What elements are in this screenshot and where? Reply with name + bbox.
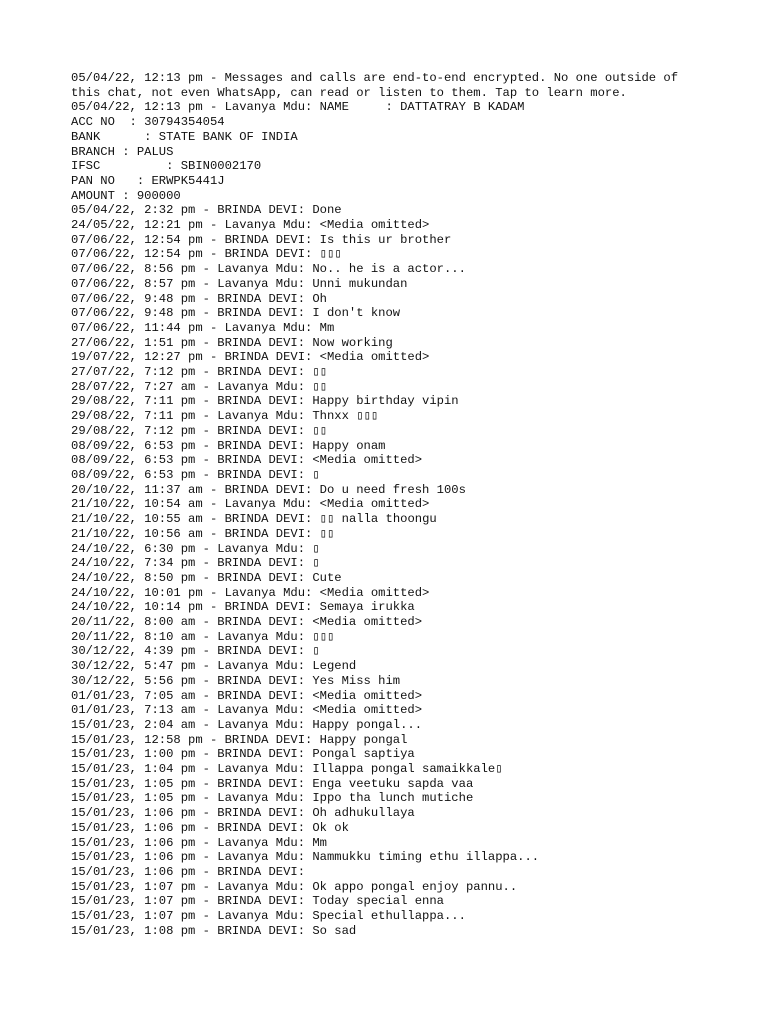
text-line: 07/06/22, 8:57 pm - Lavanya Mdu: Unni mukundan — [71, 276, 408, 291]
text-line: BRANCH : PALUS — [71, 144, 174, 159]
text-line: 27/07/22, 7:12 pm - BRINDA DEVI: ▯▯ — [71, 365, 328, 380]
text-line: 24/10/22, 6:30 pm - Lavanya Mdu: ▯ — [71, 541, 320, 556]
text-line: 01/01/23, 7:13 am - Lavanya Mdu: <Media omitted> — [71, 703, 423, 718]
text-line: 15/01/23, 1:00 pm - BRINDA DEVI: Pongal saptiya — [71, 747, 415, 762]
text-line: 15/01/23, 1:08 pm - BRINDA DEVI: So sad — [71, 923, 357, 938]
text-line: 15/01/23, 1:06 pm - BRINDA DEVI: — [71, 864, 306, 879]
text-line: 15/01/23, 1:05 pm - BRINDA DEVI: Enga veetuku sapda vaa — [71, 776, 474, 791]
text-line: BANK : STATE BANK OF INDIA — [71, 129, 298, 144]
text-line: 15/01/23, 1:07 pm - Lavanya Mdu: Ok appo pongal enjoy pannu.. — [71, 879, 518, 894]
text-line: 19/07/22, 12:27 pm - BRINDA DEVI: <Media omitted> — [71, 350, 430, 365]
text-line: 24/10/22, 7:34 pm - BRINDA DEVI: ▯ — [71, 556, 320, 571]
text-line: ACC NO : 30794354054 — [71, 115, 225, 130]
chat-export-document — [71, 71, 731, 938]
text-line: 08/09/22, 6:53 pm - BRINDA DEVI: ▯ — [71, 467, 320, 482]
text-line: 21/10/22, 10:56 am - BRINDA DEVI: ▯▯ — [71, 526, 335, 541]
text-line: 24/05/22, 12:21 pm - Lavanya Mdu: <Media omitted> — [71, 218, 430, 233]
text-line: 21/10/22, 10:54 am - Lavanya Mdu: <Media omitted> — [71, 497, 430, 512]
text-line: 07/06/22, 8:56 pm - Lavanya Mdu: No.. he is a actor... — [71, 262, 466, 277]
text-line: 29/08/22, 7:11 pm - BRINDA DEVI: Happy birthday vipin — [71, 394, 459, 409]
text-line: 29/08/22, 7:11 pm - Lavanya Mdu: Thnxx ▯▯▯ — [71, 409, 379, 424]
text-line: 05/04/22, 12:13 pm - Messages and calls are end-to-end encrypted. No one outside of — [71, 71, 679, 85]
text-line: 30/12/22, 5:47 pm - Lavanya Mdu: Legend — [71, 659, 357, 674]
text-line: 15/01/23, 1:06 pm - BRINDA DEVI: Oh adhukullaya — [71, 806, 415, 821]
text-line: 30/12/22, 5:56 pm - BRINDA DEVI: Yes Miss him — [71, 673, 401, 688]
text-line: 24/10/22, 8:50 pm - BRINDA DEVI: Cute — [71, 570, 342, 585]
text-line: 24/10/22, 10:01 pm - Lavanya Mdu: <Media omitted> — [71, 585, 430, 600]
text-line: 07/06/22, 9:48 pm - BRINDA DEVI: Oh — [71, 291, 327, 306]
text-line: 15/01/23, 1:04 pm - Lavanya Mdu: Illappa pongal samaikkale▯ — [71, 762, 503, 777]
text-line: 07/06/22, 9:48 pm - BRINDA DEVI: I don't know — [71, 306, 401, 321]
text-line: 28/07/22, 7:27 am - Lavanya Mdu: ▯▯ — [71, 379, 328, 394]
text-line: 20/11/22, 8:10 am - Lavanya Mdu: ▯▯▯ — [71, 629, 335, 644]
text-line: 27/06/22, 1:51 pm - BRINDA DEVI: Now working — [71, 335, 393, 350]
text-line: 07/06/22, 12:54 pm - BRINDA DEVI: Is this ur brother — [71, 232, 452, 247]
text-line: 24/10/22, 10:14 pm - BRINDA DEVI: Semaya irukka — [71, 600, 415, 615]
text-line: 15/01/23, 1:06 pm - BRINDA DEVI: Ok ok — [71, 820, 349, 835]
text-line: 07/06/22, 11:44 pm - Lavanya Mdu: Mm — [71, 320, 335, 335]
text-line: 15/01/23, 1:07 pm - Lavanya Mdu: Special ethullappa... — [71, 909, 466, 924]
text-line: 29/08/22, 7:12 pm - BRINDA DEVI: ▯▯ — [71, 423, 328, 438]
text-line: 15/01/23, 2:04 am - Lavanya Mdu: Happy pongal... — [71, 717, 423, 732]
text-line: PAN NO : ERWPK5441J — [71, 173, 225, 188]
text-line: 01/01/23, 7:05 am - BRINDA DEVI: <Media omitted> — [71, 688, 423, 703]
text-line: 15/01/23, 1:06 pm - Lavanya Mdu: Nammukku timing ethu illappa... — [71, 850, 540, 865]
text-line: 08/09/22, 6:53 pm - BRINDA DEVI: <Media omitted> — [71, 453, 423, 468]
text-line: 08/09/22, 6:53 pm - BRINDA DEVI: Happy onam — [71, 438, 386, 453]
text-line: 05/04/22, 12:13 pm - Lavanya Mdu: NAME : DATTATRAY B KADAM — [71, 100, 525, 115]
text-line: 30/12/22, 4:39 pm - BRINDA DEVI: ▯ — [71, 644, 320, 659]
text-line: 07/06/22, 12:54 pm - BRINDA DEVI: ▯▯▯ — [71, 247, 342, 262]
text-line: 15/01/23, 1:06 pm - Lavanya Mdu: Mm — [71, 835, 327, 850]
text-line: IFSC : SBIN0002170 — [71, 159, 262, 174]
text-line: 05/04/22, 2:32 pm - BRINDA DEVI: Done — [71, 203, 342, 218]
text-line: AMOUNT : 900000 — [71, 188, 181, 203]
text-line: 20/10/22, 11:37 am - BRINDA DEVI: Do u need fresh 100s — [71, 482, 466, 497]
text-line: 15/01/23, 1:05 pm - Lavanya Mdu: Ippo tha lunch mutiche — [71, 791, 474, 806]
text-line: 15/01/23, 12:58 pm - BRINDA DEVI: Happy pongal — [71, 732, 408, 747]
text-line: this chat, not even WhatsApp, can read or listen to them. Tap to learn more. — [71, 85, 627, 100]
text-line: 21/10/22, 10:55 am - BRINDA DEVI: ▯▯ nalla thoongu — [71, 512, 437, 527]
text-line: 20/11/22, 8:00 am - BRINDA DEVI: <Media omitted> — [71, 615, 423, 630]
text-line: 15/01/23, 1:07 pm - BRINDA DEVI: Today special enna — [71, 894, 444, 909]
